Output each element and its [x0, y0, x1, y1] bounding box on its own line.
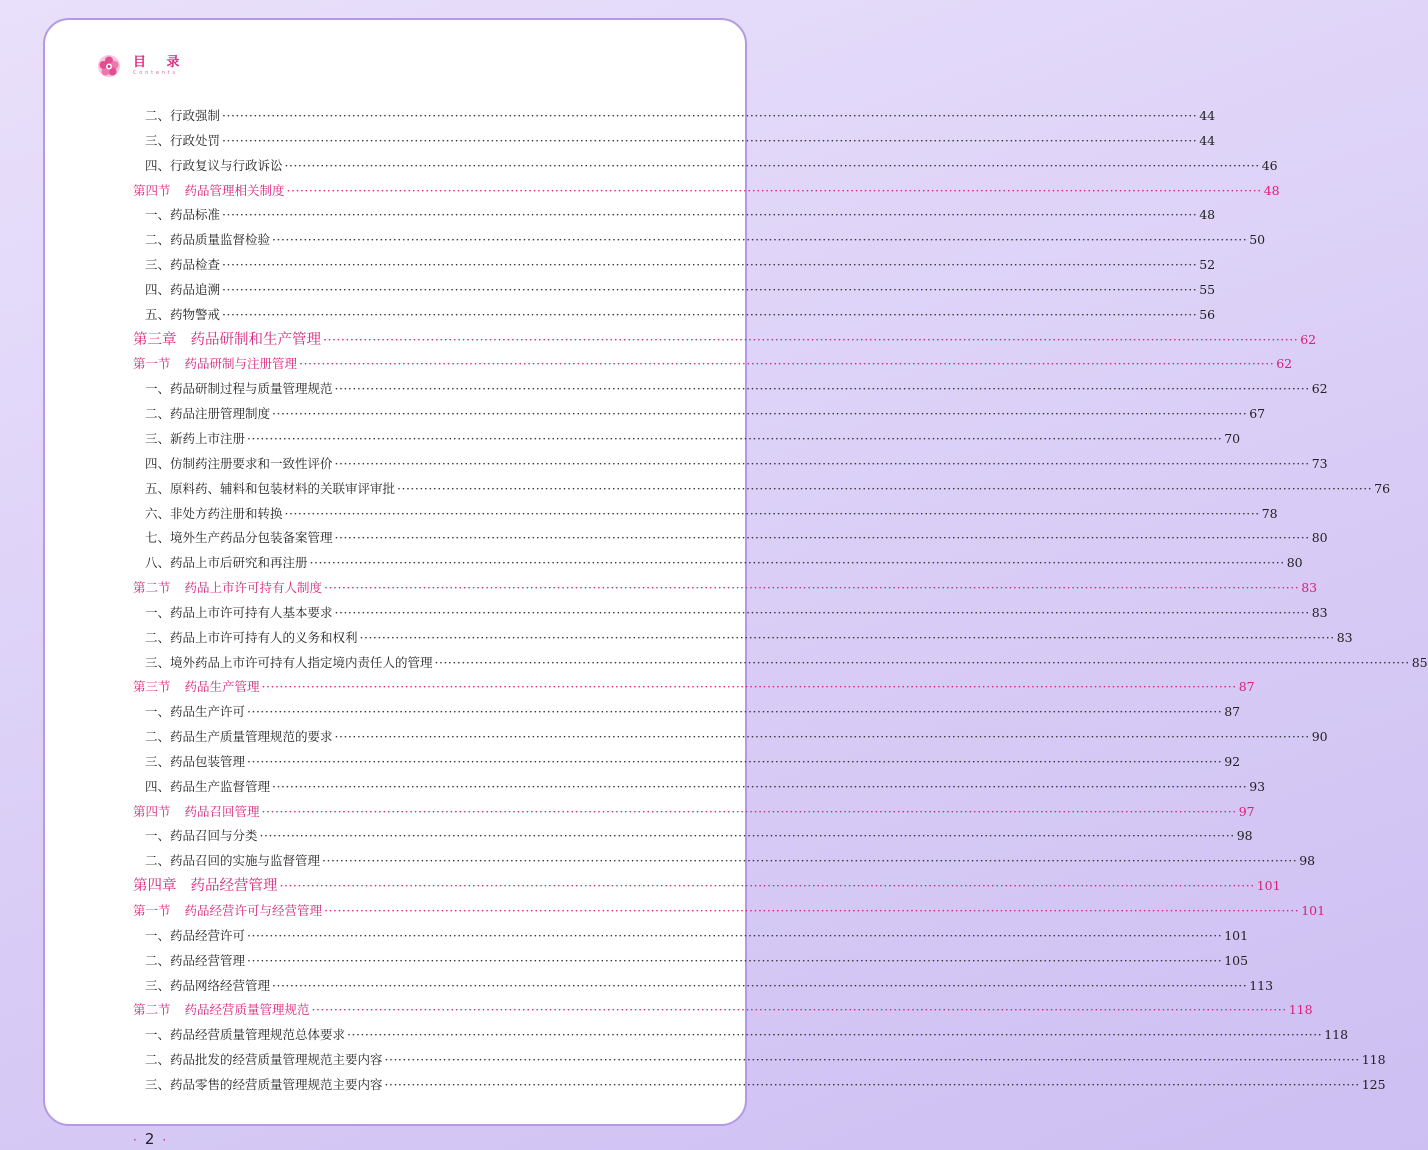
dot-leader: [285, 502, 1260, 527]
toc-item-title: 二、药品生产质量管理规范的要求: [145, 729, 333, 745]
dot-leader: [272, 228, 1247, 253]
toc-item-title: 一、药品经营质量管理规范总体要求: [145, 1027, 346, 1043]
dot-leader: [222, 278, 1197, 303]
toc-page-number: 118: [1288, 1002, 1313, 1018]
page-card: [43, 18, 1428, 1148]
toc-item-row[interactable]: [133, 700, 1241, 725]
toc-item-row[interactable]: [133, 974, 1274, 999]
toc-title-group: [145, 849, 320, 874]
toc-section-row[interactable]: [133, 998, 1313, 1023]
dot-leader: [335, 377, 1310, 402]
toc-page-number: 118: [1361, 1052, 1386, 1068]
toc-page-number: 62: [1276, 356, 1293, 372]
toc-item-row[interactable]: [133, 551, 1303, 576]
dot-leader: [280, 874, 1255, 899]
toc-title-group: [145, 303, 220, 328]
page-footer: [125, 1130, 174, 1148]
toc-item-title: 二、药品注册管理制度: [145, 406, 271, 422]
toc-page-number: 92: [1224, 753, 1241, 769]
toc-page-number: 87: [1224, 704, 1241, 720]
toc-title-group: [145, 1023, 345, 1048]
toc-chapter-title: 药品研制和生产管理: [190, 331, 321, 348]
toc-section-row[interactable]: [133, 899, 1326, 924]
toc-item-row[interactable]: [133, 452, 1328, 477]
toc-page-number: 125: [1361, 1076, 1386, 1092]
toc-title-group: [145, 750, 245, 775]
toc-item-title: 一、药品研制过程与质量管理规范: [145, 381, 333, 397]
toc-item-row[interactable]: [133, 849, 1316, 874]
dot-leader: [312, 998, 1287, 1023]
toc-page-number: 50: [1249, 232, 1266, 248]
dot-leader: [222, 303, 1197, 328]
toc-page-number: 113: [1249, 977, 1274, 993]
toc-title-group: [145, 452, 333, 477]
dot-leader: [222, 253, 1197, 278]
toc-item-row[interactable]: [133, 1023, 1349, 1048]
toc-title-group: [145, 253, 220, 278]
toc-item-row[interactable]: [133, 427, 1241, 452]
dot-leader: [435, 651, 1410, 676]
toc-item-row[interactable]: [133, 775, 1266, 800]
toc-page-number: 87: [1238, 679, 1255, 695]
dot-leader: [247, 427, 1222, 452]
toc-page-number: 80: [1311, 530, 1328, 546]
toc-item-title: 一、药品标准: [145, 207, 221, 223]
toc-item-row[interactable]: [133, 129, 1216, 154]
toc-page-number: 55: [1199, 281, 1216, 297]
toc-title-group: [145, 626, 358, 651]
toc-chapter-label: 第三章: [133, 331, 177, 348]
toc-page-number: 78: [1261, 505, 1278, 521]
toc-title-group: [145, 402, 270, 427]
dot-leader: [322, 849, 1297, 874]
toc-item-title: 二、药品批发的经营质量管理规范主要内容: [145, 1052, 383, 1068]
page-header: [97, 54, 188, 78]
toc-page-number: 90: [1311, 729, 1328, 745]
dot-leader: [260, 824, 1235, 849]
toc-item-title: 三、行政处罚: [145, 132, 221, 148]
footer-dot-right: ·: [162, 1133, 167, 1147]
toc-item-row[interactable]: [133, 601, 1328, 626]
toc-page-number: 83: [1301, 580, 1318, 596]
toc-item-title: 三、药品检查: [145, 257, 221, 273]
dot-leader: [272, 402, 1247, 427]
toc-title-group: [145, 1073, 383, 1098]
toc-item-title: 一、药品生产许可: [145, 704, 246, 720]
toc-page-number: 98: [1299, 853, 1316, 869]
toc-item-title: 三、药品网络经营管理: [145, 977, 271, 993]
dot-leader: [299, 352, 1274, 377]
dot-leader: [385, 1073, 1360, 1098]
toc-page-number: 48: [1263, 182, 1280, 198]
toc-title-group: [133, 800, 260, 825]
toc-item-title: 七、境外生产药品分包装备案管理: [145, 530, 333, 546]
toc-page-number: 101: [1301, 903, 1326, 918]
toc-page-number: 76: [1374, 480, 1391, 496]
toc-item-row[interactable]: [133, 924, 1249, 949]
toc-title-group: [145, 502, 283, 527]
toc-page-number: 85: [1411, 654, 1428, 670]
toc-section-title: 药品上市许可持有人制度: [184, 580, 323, 596]
toc-item-title: 二、行政强制: [145, 108, 221, 123]
toc-title-group: [145, 551, 308, 576]
toc-page-number: 98: [1236, 828, 1253, 844]
toc-chapter-title: 药品经营管理: [190, 878, 278, 895]
dot-leader: [310, 551, 1285, 576]
toc-title-group: [133, 576, 322, 601]
toc-item-title: 五、原料药、辅料和包装材料的关联审评审批: [145, 480, 396, 496]
toc-item-title: 四、药品生产监督管理: [145, 778, 271, 794]
toc-item-row[interactable]: [133, 1048, 1386, 1073]
toc-item-row[interactable]: [133, 203, 1216, 228]
toc-page-number: 44: [1199, 108, 1216, 123]
flower-logo-icon: [97, 54, 121, 78]
dot-leader: [324, 899, 1299, 924]
toc-page-number: 83: [1336, 629, 1353, 645]
toc-item-row[interactable]: [133, 824, 1253, 849]
dot-leader: [335, 526, 1310, 551]
dot-leader: [262, 800, 1237, 825]
toc-title-group: [133, 874, 278, 899]
toc-chapter-row[interactable]: [133, 328, 1317, 353]
dot-leader: [247, 949, 1222, 974]
toc-section-row[interactable]: [133, 576, 1318, 601]
dot-leader: [247, 700, 1222, 725]
toc-section-row[interactable]: [133, 179, 1280, 204]
toc-item-row[interactable]: [133, 526, 1328, 551]
toc-title-group: [145, 700, 245, 725]
toc-item-row[interactable]: [133, 303, 1216, 328]
dot-leader: [335, 725, 1310, 750]
header-subtitle: C o n t e n t s: [133, 69, 176, 76]
toc-title-group: [145, 228, 270, 253]
dot-leader: [285, 154, 1260, 179]
toc-section-label: 第二节: [133, 1002, 171, 1018]
toc-page-number: 105: [1224, 952, 1249, 968]
toc-item-title: 五、药物警戒: [145, 306, 221, 322]
toc-page-number: 48: [1199, 207, 1216, 223]
toc-title-group: [145, 427, 245, 452]
toc-item-title: 二、药品经营管理: [145, 952, 246, 968]
toc-title-group: [145, 129, 220, 154]
toc-title-group: [145, 974, 270, 999]
toc-item-title: 二、药品上市许可持有人的义务和权利: [145, 629, 358, 645]
dot-leader: [247, 924, 1222, 949]
toc-title-group: [145, 725, 333, 750]
toc-page-number: 62: [1300, 331, 1317, 347]
dot-leader: [360, 626, 1335, 651]
toc-item-row[interactable]: [133, 1073, 1386, 1098]
toc-item-row[interactable]: [133, 278, 1216, 303]
toc-item-title: 四、仿制药注册要求和一致性评价: [145, 455, 333, 471]
toc-section-label: 第二节: [133, 580, 171, 596]
toc-title-group: [145, 651, 433, 676]
toc-item-row[interactable]: [133, 228, 1266, 253]
toc-chapter-label: 第四章: [133, 878, 177, 895]
toc-item-title: 八、药品上市后研究和再注册: [145, 555, 308, 571]
toc-section-row[interactable]: [133, 800, 1255, 825]
toc-title-group: [145, 824, 258, 849]
dot-leader: [335, 452, 1310, 477]
toc-section-label: 第四节: [133, 182, 171, 198]
toc-item-row[interactable]: [133, 377, 1328, 402]
toc-section-label: 第一节: [133, 356, 171, 372]
dot-leader: [287, 179, 1262, 204]
toc-title-group: [145, 949, 245, 974]
toc-page-number: 52: [1199, 257, 1216, 273]
toc-item-row[interactable]: [133, 253, 1216, 278]
toc-item-row[interactable]: [133, 626, 1353, 651]
toc-section-title: 药品召回管理: [184, 803, 260, 819]
toc-title-group: [133, 179, 285, 204]
dot-leader: [347, 1023, 1322, 1048]
toc-item-row[interactable]: [133, 104, 1216, 129]
toc-item-row[interactable]: [133, 477, 1391, 502]
footer-dot-left: ·: [133, 1133, 137, 1147]
toc-page-number: 62: [1311, 381, 1328, 397]
dot-leader: [247, 750, 1222, 775]
toc-page-number: 80: [1286, 555, 1303, 571]
toc-title-group: [133, 998, 310, 1023]
toc-item-title: 三、药品零售的经营质量管理规范主要内容: [145, 1076, 383, 1092]
header-title: 目 录: [133, 54, 188, 70]
toc-item-row[interactable]: [133, 949, 1249, 974]
toc-item-title: 一、药品上市许可持有人基本要求: [145, 604, 333, 620]
toc-title-group: [133, 328, 321, 353]
toc-item-row[interactable]: [133, 750, 1241, 775]
toc-item-row[interactable]: [133, 402, 1266, 427]
toc-section-title: 药品经营质量管理规范: [184, 1002, 310, 1018]
dot-leader: [397, 477, 1372, 502]
toc-page-number: 70: [1224, 430, 1241, 446]
toc-section-title: 药品生产管理: [184, 679, 260, 695]
toc-title-group: [145, 203, 220, 228]
toc-section-title: 药品管理相关制度: [184, 182, 285, 198]
toc-page-number: 97: [1238, 803, 1255, 819]
toc-item-title: 三、境外药品上市许可持有人指定境内责任人的管理: [145, 654, 433, 670]
toc-title-group: [145, 278, 220, 303]
toc-item-title: 四、药品追溯: [145, 281, 221, 297]
toc-item-title: 一、药品召回与分类: [145, 828, 258, 844]
toc-section-label: 第三节: [133, 679, 171, 695]
dot-leader: [222, 129, 1197, 154]
toc-page-number: 93: [1249, 778, 1266, 794]
toc-item-row[interactable]: [133, 154, 1278, 179]
toc-title-group: [145, 104, 220, 129]
dot-leader: [323, 328, 1298, 353]
toc-section-title: 药品经营许可与经营管理: [184, 903, 323, 918]
toc-title-group: [145, 377, 333, 402]
toc-page-number: 101: [1224, 927, 1249, 943]
dot-leader: [324, 576, 1299, 601]
toc-section-label: 第一节: [133, 903, 171, 918]
toc-item-row[interactable]: [133, 725, 1328, 750]
toc-title-group: [145, 775, 270, 800]
toc-section-title: 药品研制与注册管理: [184, 356, 298, 372]
toc-item-title: 二、药品质量监督检验: [145, 232, 271, 248]
toc-page-number: 67: [1249, 406, 1266, 422]
toc-title-group: [145, 526, 333, 551]
toc-title-group: [133, 899, 322, 924]
toc-section-label: 第四节: [133, 803, 171, 819]
toc-title-group: [145, 924, 245, 949]
table-of-contents: [133, 104, 1428, 1098]
toc-title-group: [133, 352, 297, 377]
dot-leader: [272, 775, 1247, 800]
toc-page-number: 44: [1199, 132, 1216, 148]
toc-page-number: 118: [1324, 1027, 1349, 1043]
dot-leader: [222, 203, 1197, 228]
toc-title-group: [145, 1048, 383, 1073]
toc-section-row[interactable]: [133, 352, 1293, 377]
toc-chapter-row[interactable]: [133, 874, 1281, 899]
toc-title-group: [145, 601, 333, 626]
dot-leader: [272, 974, 1247, 999]
dot-leader: [262, 675, 1237, 700]
toc-item-row[interactable]: [133, 651, 1428, 676]
toc-page-number: 56: [1199, 306, 1216, 322]
toc-item-title: 一、药品经营许可: [145, 927, 246, 943]
toc-item-title: 二、药品召回的实施与监督管理: [145, 853, 321, 869]
toc-item-row[interactable]: [133, 502, 1278, 527]
page-number: 2: [144, 1130, 155, 1148]
toc-title-group: [145, 154, 283, 179]
toc-title-group: [145, 477, 395, 502]
toc-page-number: 83: [1311, 604, 1328, 620]
toc-page-number: 73: [1311, 455, 1328, 471]
toc-page-number: 46: [1261, 157, 1278, 173]
toc-item-title: 六、非处方药注册和转换: [145, 505, 283, 521]
dot-leader: [385, 1048, 1360, 1073]
dot-leader: [335, 601, 1310, 626]
toc-item-title: 三、新药上市注册: [145, 430, 246, 446]
toc-title-group: [133, 675, 260, 700]
toc-item-title: 三、药品包装管理: [145, 753, 246, 769]
dot-leader: [222, 104, 1197, 129]
toc-item-title: 四、行政复议与行政诉讼: [145, 157, 283, 173]
toc-page-number: 101: [1256, 878, 1281, 894]
toc-section-row[interactable]: [133, 675, 1255, 700]
